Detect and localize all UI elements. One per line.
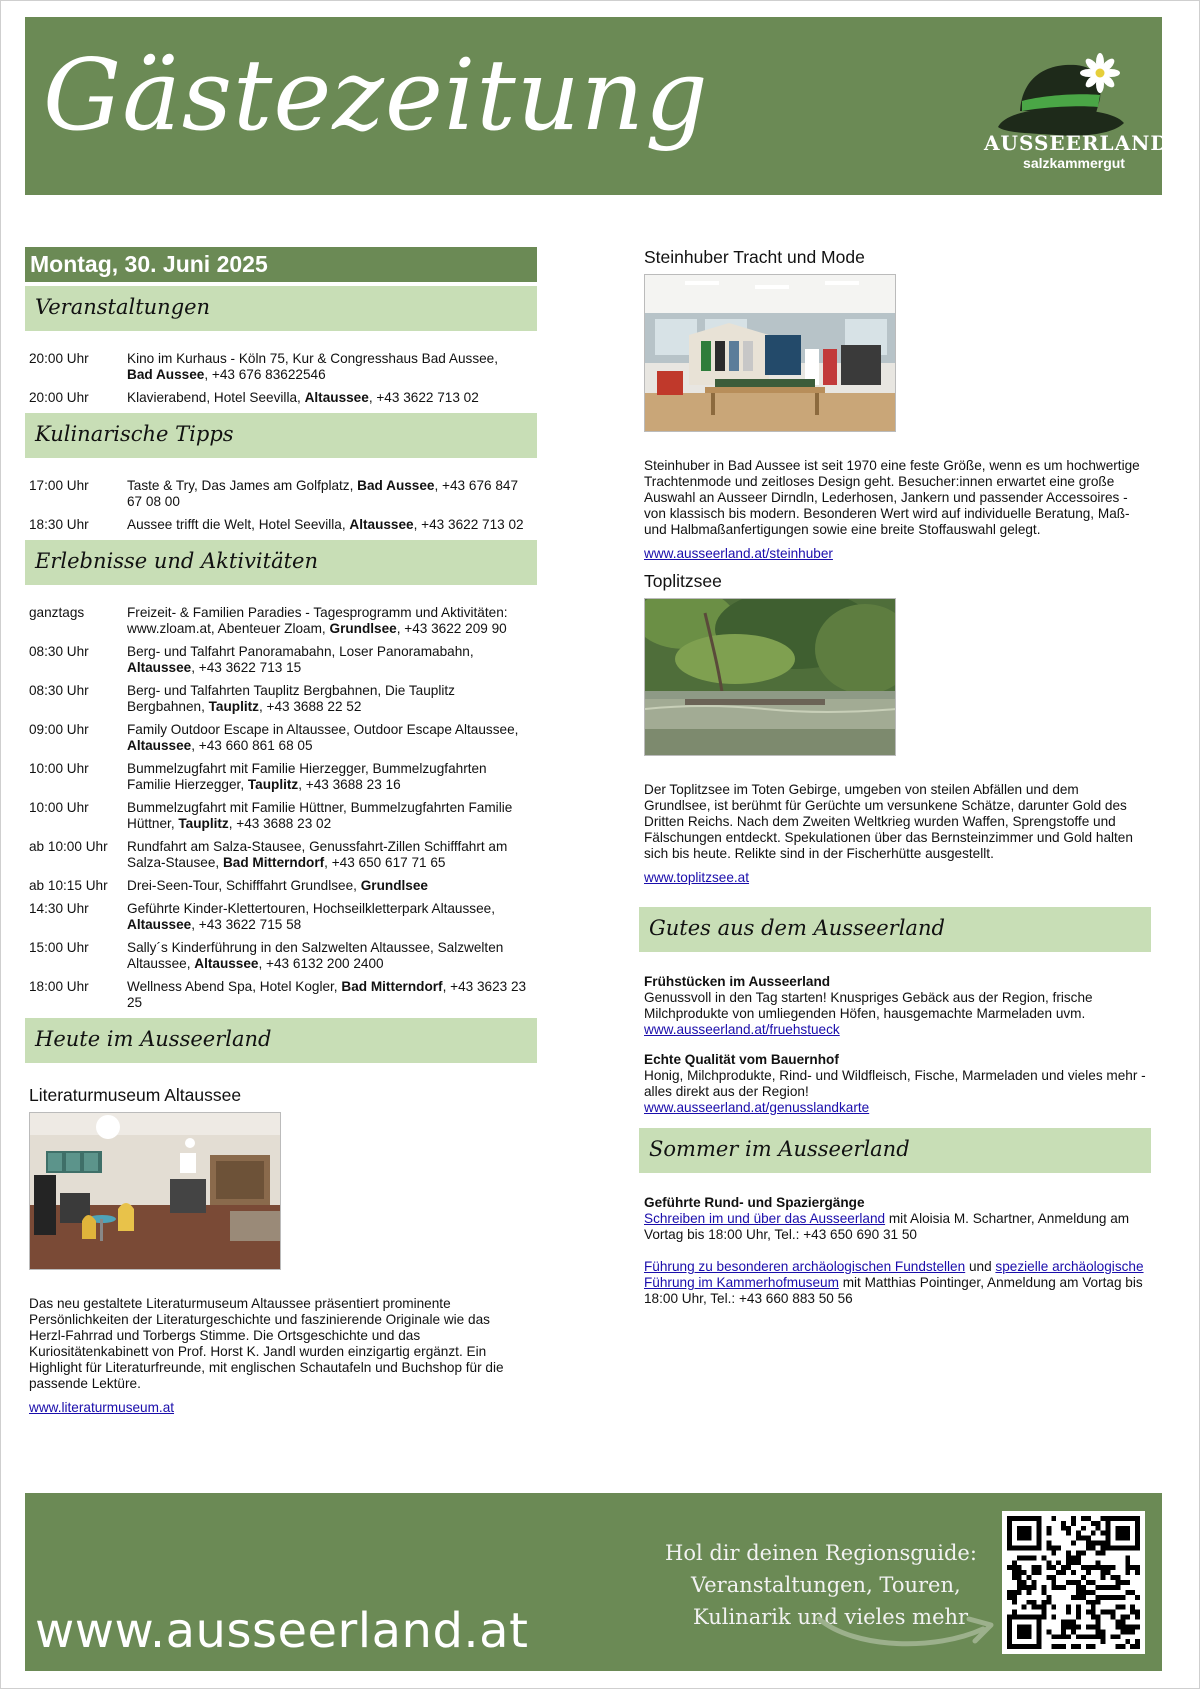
event-time: 10:00 Uhr	[29, 761, 89, 776]
event-text: Berg- und Talfahrt Panoramabahn, Loser Panoramabahn,	[127, 644, 474, 659]
event-phone: , +43 6132 200 2400	[258, 956, 384, 971]
tour-2-details: mit Matthias Pointinger, Anmeldung am Vortag bis 18:00 Uhr, Tel.: +43 660 883 50 56	[644, 1275, 1143, 1306]
event-row	[25, 979, 537, 1011]
event-text: Rundfahrt am Salza-Stausee, Genussfahrt-Zillen Schifffahrt am Salza-Stausee,	[127, 839, 508, 870]
event-location: Bad Aussee	[357, 478, 435, 493]
event-text: Aussee trifft die Welt, Hotel Seevilla,	[127, 517, 350, 532]
promo-line: Kulinarik und vieles mehr	[693, 1605, 969, 1629]
event-location: Tauplitz	[208, 699, 259, 714]
event-text: Berg- und Talfahrten Tauplitz Bergbahnen, Die Tauplitz Bergbahnen,	[127, 683, 455, 714]
event-location: Altaussee	[127, 917, 192, 932]
event-time: 10:00 Uhr	[29, 800, 89, 815]
tour-2-connector: und	[965, 1259, 996, 1274]
toplitzsee-link[interactable]: www.toplitzsee.at	[644, 870, 750, 885]
event-row	[25, 878, 537, 894]
article-text-steinhuber: Steinhuber in Bad Aussee ist seit 1970 eine feste Größe, wenn es um hochwertige Trachtenmode und zeitloses Design geht. Besucher:innen erwartet eine große Auswahl an Ausseer Dirndln, Lederhosen, Jankern und passender Accessoires - von klassisch bis modern. Besonderen Wert wird auf individuelle Beratung, Maß- und Halbmaßanfertigungen sowie eine breite Stoffauswahl gelegt.	[644, 458, 1140, 537]
qr-code-icon	[1002, 1511, 1145, 1654]
footer-website-link[interactable]: www.ausseerland.at	[35, 1603, 529, 1659]
event-description	[127, 644, 527, 676]
logo-subtitle: salzkammergut	[1023, 155, 1125, 171]
event-phone: , +43 3622 713 15	[191, 660, 302, 675]
steinhuber-link[interactable]: www.ausseerland.at/steinhuber	[644, 546, 833, 561]
event-text: Freizeit- & Familien Paradies - Tagesprogramm und Aktivitäten: www.zloam.at, Abenteuer Zloam,	[127, 605, 508, 636]
section-heading-sommer: Sommer im Ausseerland	[639, 1128, 1151, 1173]
event-location: Bad Mitterndorf	[341, 979, 443, 994]
event-location: Tauplitz	[178, 816, 229, 831]
event-row	[25, 722, 537, 754]
ausseerland-logo[interactable]	[984, 49, 1169, 174]
event-text: Wellness Abend Spa, Hotel Kogler,	[127, 979, 342, 994]
event-text: Klavierabend, Hotel Seevilla,	[127, 390, 305, 405]
block-text: Honig, Milchprodukte, Rind- und Wildfleisch, Fische, Marmeladen und vieles mehr - alles direkt aus der Region!	[644, 1068, 1146, 1099]
page-title: Gästezeitung	[43, 39, 709, 153]
event-text: Bummelzugfahrt mit Familie Hierzegger, Bummelzugfahrten Familie Hierzegger,	[127, 761, 487, 792]
left-column	[25, 247, 537, 1417]
event-phone: , +43 3688 22 52	[258, 699, 362, 714]
event-description	[127, 478, 527, 510]
gutes-block-bauernhof	[641, 1052, 1153, 1116]
event-description	[127, 979, 527, 1011]
article-title-literaturmuseum: Literaturmuseum Altaussee	[29, 1085, 242, 1105]
literaturmuseum-photo	[29, 1112, 281, 1270]
event-row	[25, 390, 537, 406]
event-row	[25, 800, 537, 832]
logo-wordmark: AUSSEERLAND	[984, 131, 1169, 155]
event-time: ab 10:00 Uhr	[29, 839, 108, 854]
gutes-block-fruehstueck	[641, 974, 1153, 1038]
event-phone: , +43 660 861 68 05	[191, 738, 313, 753]
qr-code[interactable]	[1002, 1511, 1145, 1654]
event-row	[25, 761, 537, 793]
event-text: Bummelzugfahrt mit Familie Hüttner, Bummelzugfahrten Familie Hüttner,	[127, 800, 513, 831]
header-banner	[25, 17, 1169, 195]
event-location: Altaussee	[127, 660, 192, 675]
section-heading-today: Heute im Ausseerland	[25, 1018, 537, 1063]
event-description	[127, 722, 527, 754]
event-time: 08:30 Uhr	[29, 683, 89, 698]
event-list-events	[25, 351, 537, 406]
block-title: Echte Qualität vom Bauernhof	[644, 1052, 839, 1067]
event-description	[127, 390, 527, 406]
event-text: Drei-Seen-Tour, Schifffahrt Grundlsee,	[127, 878, 361, 893]
schreiben-link[interactable]: Schreiben im und über das Ausseerland	[644, 1211, 886, 1226]
event-phone: , +43 676 83622546	[204, 367, 326, 382]
event-time: 20:00 Uhr	[29, 390, 89, 405]
event-description	[127, 878, 527, 894]
footer-banner	[25, 1493, 1162, 1671]
event-row	[25, 517, 537, 533]
event-description	[127, 800, 527, 832]
event-description	[127, 517, 527, 533]
event-location: Grundlsee	[360, 878, 428, 893]
event-list-culinary	[25, 478, 537, 533]
event-description	[127, 605, 527, 637]
event-description	[127, 351, 527, 383]
event-row	[25, 351, 537, 383]
event-row	[25, 644, 537, 676]
event-text: Taste & Try, Das James am Golfplatz,	[127, 478, 358, 493]
steinhuber-store-photo	[644, 274, 896, 432]
sommer-tour-1	[644, 1211, 1153, 1243]
event-phone: , +43 3688 23 16	[298, 777, 401, 792]
event-location: Grundlsee	[329, 621, 397, 636]
fundstellen-link[interactable]: Führung zu besonderen archäologischen Fundstellen	[644, 1259, 966, 1274]
event-phone: , +43 3622 713 02	[413, 517, 524, 532]
event-time: ganztags	[29, 605, 85, 620]
kammerhofmuseum-link[interactable]: spezielle archäologische Führung im Kammerhofmuseum	[644, 1259, 1144, 1290]
event-phone: , +43 650 617 71 65	[324, 855, 446, 870]
promo-line: Veranstaltungen, Touren,	[691, 1573, 961, 1597]
event-time: 18:30 Uhr	[29, 517, 89, 532]
event-location: Altaussee	[349, 517, 414, 532]
event-text: Kino im Kurhaus - Köln 75, Kur & Congresshaus Bad Aussee,	[127, 351, 499, 366]
block-text: Genussvoll in den Tag starten! Knuspriges Gebäck aus der Region, frische Milchprodukte von umliegenden Höfen, hausgemachte Marmeladen uvm.	[644, 990, 1093, 1021]
event-time: 17:00 Uhr	[29, 478, 89, 493]
event-phone: , +43 3622 713 02	[368, 390, 479, 405]
event-list-activities	[25, 605, 537, 1011]
event-row	[25, 605, 537, 637]
literaturmuseum-link[interactable]: www.literaturmuseum.at	[29, 1400, 175, 1415]
event-row	[25, 940, 537, 972]
article-text-toplitzsee: Der Toplitzsee im Toten Gebirge, umgeben von steilen Abfällen und dem Grundlsee, ist berühmt für Gerüchte um versunkene Schätze, darunter Gold des Dritten Reichs. Nach dem Zweiten Weltkrieg wurden Waffen, Sprengstoffe und Fälschungen entdeckt. Spekulationen über das Bernsteinzimmer und Gold halten sich bis heute. Relikte sind in der Fischerhütte ausgestellt.	[644, 782, 1133, 861]
event-time: 08:30 Uhr	[29, 644, 89, 659]
event-location: Altaussee	[127, 738, 192, 753]
event-location: Bad Mitterndorf	[222, 855, 325, 870]
event-phone: , +43 676 847 67 08 00	[127, 478, 519, 509]
article-title-steinhuber: Steinhuber Tracht und Mode	[644, 247, 865, 267]
event-description	[127, 839, 527, 871]
event-time: 15:00 Uhr	[29, 940, 89, 955]
event-description	[127, 683, 527, 715]
event-row	[25, 683, 537, 715]
fruehstueck-link[interactable]: www.ausseerland.at/fruehstueck	[644, 1022, 840, 1037]
event-phone: , +43 3622 209 90	[396, 621, 507, 636]
right-column	[641, 247, 1153, 1307]
event-text: Sally´s Kinderführung in den Salzwelten Altaussee, Salzwelten Altaussee,	[127, 940, 504, 971]
event-location: Altaussee	[304, 390, 369, 405]
promo-line: Hol dir deinen Regionsguide:	[665, 1541, 977, 1565]
event-time: 18:00 Uhr	[29, 979, 89, 994]
article-title-toplitzsee: Toplitzsee	[644, 571, 722, 591]
gutes-block-list	[641, 974, 1153, 1116]
sommer-block	[641, 1195, 1153, 1307]
block-title: Frühstücken im Ausseerland	[644, 974, 831, 989]
event-time: 20:00 Uhr	[29, 351, 89, 366]
tour-1-details: mit Aloisia M. Schartner, Anmeldung am Vortag bis 18:00 Uhr, Tel.: +43 650 690 31 50	[644, 1211, 1130, 1242]
event-phone: , +43 3623 23 25	[127, 979, 527, 1010]
event-text: Family Outdoor Escape in Altaussee, Outdoor Escape Altaussee,	[127, 722, 519, 737]
event-text: Geführte Kinder-Klettertouren, Hochseilkletterpark Altaussee,	[127, 901, 495, 916]
sommer-tour-2	[644, 1259, 1153, 1307]
hat-icon	[984, 49, 1134, 139]
block-title: Geführte Rund- und Spaziergänge	[644, 1195, 865, 1210]
event-phone: , +43 3688 23 02	[228, 816, 332, 831]
section-heading-culinary: Kulinarische Tipps	[25, 413, 537, 458]
curved-arrow-icon	[815, 1601, 1005, 1651]
event-location: Altaussee	[194, 956, 259, 971]
section-heading-activities: Erlebnisse und Aktivitäten	[25, 540, 537, 585]
event-description	[127, 761, 527, 793]
event-time: 09:00 Uhr	[29, 722, 89, 737]
article-text-literaturmuseum: Das neu gestaltete Literaturmuseum Altaussee präsentiert prominente Persönlichkeiten der Literaturgeschichte und faszinierende Originale wie das Herzl-Fahrrad und Torbergs Stimme. Die Ortsgeschichte und das Kuriositätenkabinett von Prof. Horst K. Jandl wurden einzigartig ergänzt. Ein Highlight für Literaturfreunde, mit englischen Schautafeln und Buchshop für die passende Lektüre.	[29, 1296, 504, 1391]
genusslandkarte-link[interactable]: www.ausseerland.at/genusslandkarte	[644, 1100, 870, 1115]
event-row	[25, 901, 537, 933]
event-description	[127, 901, 527, 933]
event-row	[25, 478, 537, 510]
toplitzsee-photo	[644, 598, 896, 756]
event-time: ab 10:15 Uhr	[29, 878, 108, 893]
event-description	[127, 940, 527, 972]
event-location: Tauplitz	[247, 777, 299, 792]
date-heading: Montag, 30. Juni 2025	[25, 247, 537, 282]
event-location: Bad Aussee	[127, 367, 205, 382]
event-time: 14:30 Uhr	[29, 901, 89, 916]
section-heading-events: Veranstaltungen	[25, 286, 537, 331]
section-heading-gutes: Gutes aus dem Ausseerland	[639, 907, 1151, 952]
event-row	[25, 839, 537, 871]
event-phone: , +43 3622 715 58	[191, 917, 302, 932]
